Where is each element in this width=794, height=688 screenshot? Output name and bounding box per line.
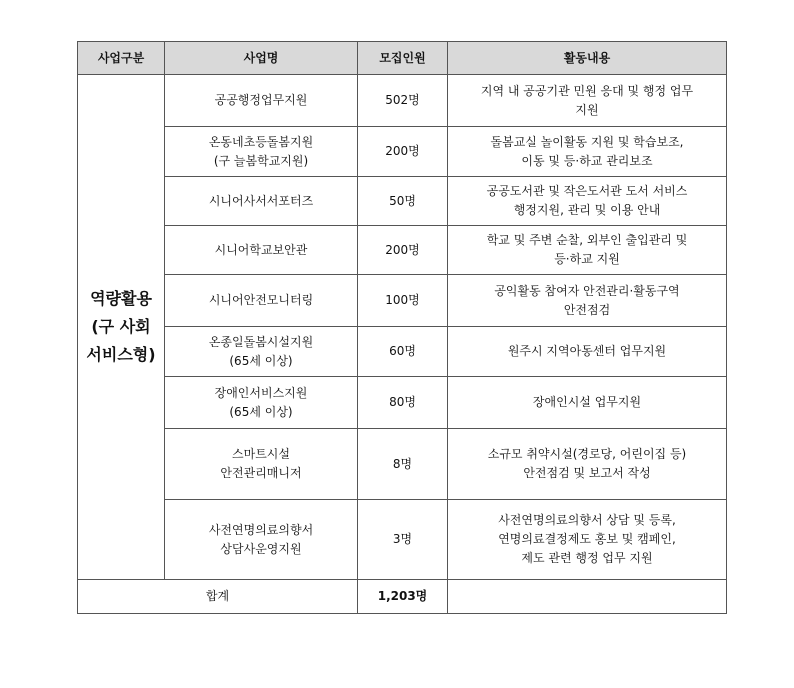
recruit-count: 3명 (358, 500, 448, 580)
recruit-count: 8명 (358, 429, 448, 500)
program-name: 시니어안전모니터링 (165, 275, 358, 327)
total-activity-empty (448, 580, 727, 614)
category-line: 역량활용 (90, 289, 152, 308)
total-count: 1,203명 (358, 580, 448, 614)
program-table (77, 41, 727, 614)
recruit-count: 200명 (358, 127, 448, 177)
total-row (78, 580, 727, 614)
recruit-count: 200명 (358, 226, 448, 275)
table-row (78, 226, 727, 275)
category-line: (구 사회 (91, 317, 151, 336)
category-cell (78, 75, 165, 580)
header-category: 사업구분 (78, 42, 165, 75)
table-row (78, 429, 727, 500)
program-name: 공공행정업무지원 (165, 75, 358, 127)
activity: 돌봄교실 놀이활동 지원 및 학습보조, 이동 및 등·하교 관리보조 (448, 127, 727, 177)
header-activity: 활동내용 (448, 42, 727, 75)
header-row (78, 42, 727, 75)
total-label: 합계 (78, 580, 358, 614)
program-name: 사전연명의료의향서 상담사운영지원 (165, 500, 358, 580)
recruit-count: 50명 (358, 177, 448, 226)
header-recruit-count: 모집인원 (358, 42, 448, 75)
recruit-count: 100명 (358, 275, 448, 327)
activity: 공공도서관 및 작은도서관 도서 서비스 행정지원, 관리 및 이용 안내 (448, 177, 727, 226)
activity: 사전연명의료의향서 상담 및 등록, 연명의료결정제도 홍보 및 캠페인, 제도 관련 행정 업무 지원 (448, 500, 727, 580)
header-program-name: 사업명 (165, 42, 358, 75)
program-name: 스마트시설 안전관리매니저 (165, 429, 358, 500)
program-name: 장애인서비스지원 (65세 이상) (165, 377, 358, 429)
table-row (78, 377, 727, 429)
program-name: 시니어학교보안관 (165, 226, 358, 275)
activity: 지역 내 공공기관 민원 응대 및 행정 업무 지원 (448, 75, 727, 127)
table-row (78, 75, 727, 127)
table-row (78, 275, 727, 327)
table-row (78, 177, 727, 226)
table-row (78, 327, 727, 377)
program-name: 온종일돌봄시설지원 (65세 이상) (165, 327, 358, 377)
table-row (78, 127, 727, 177)
recruit-count: 80명 (358, 377, 448, 429)
recruit-count: 502명 (358, 75, 448, 127)
category-line: 서비스형) (86, 345, 156, 364)
activity: 장애인시설 업무지원 (448, 377, 727, 429)
program-name: 온동네초등돌봄지원 (구 늘봄학교지원) (165, 127, 358, 177)
program-name: 시니어사서서포터즈 (165, 177, 358, 226)
activity: 원주시 지역아동센터 업무지원 (448, 327, 727, 377)
activity: 소규모 취약시설(경로당, 어린이집 등) 안전점검 및 보고서 작성 (448, 429, 727, 500)
table-row (78, 500, 727, 580)
activity: 공익활동 참여자 안전관리·활동구역 안전점검 (448, 275, 727, 327)
recruit-count: 60명 (358, 327, 448, 377)
activity: 학교 및 주변 순찰, 외부인 출입관리 및 등·하교 지원 (448, 226, 727, 275)
